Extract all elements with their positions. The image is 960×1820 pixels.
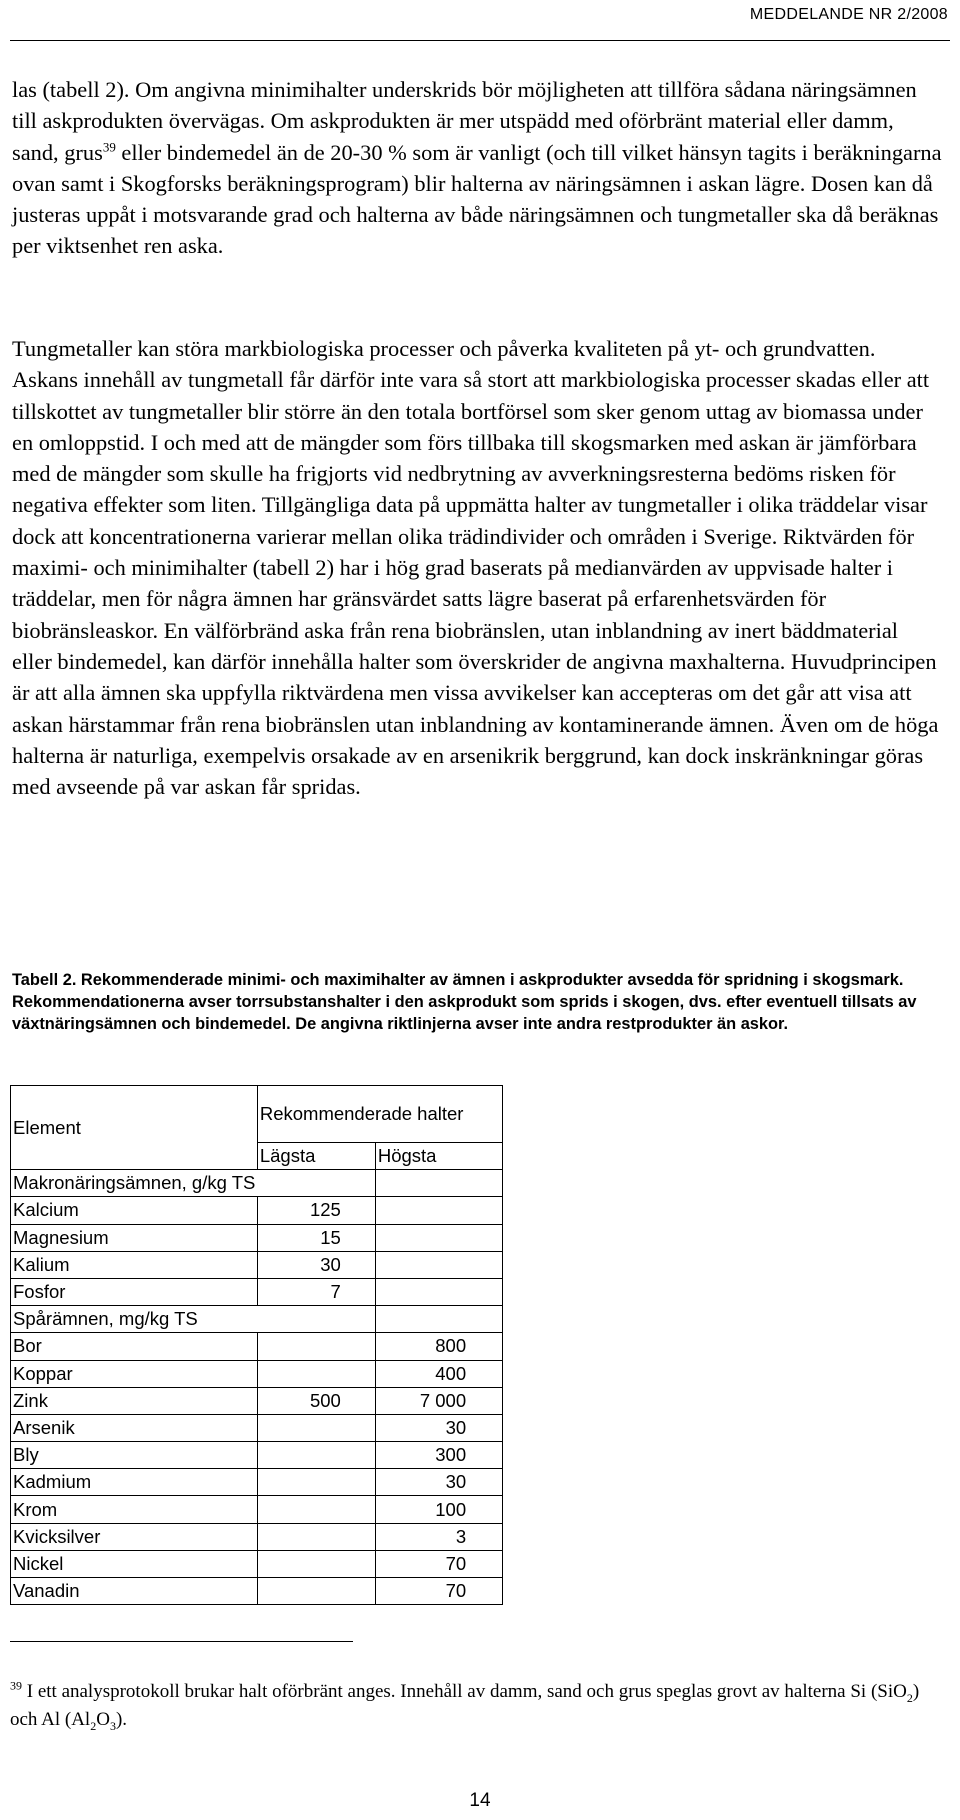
empty-cell — [257, 1170, 375, 1197]
cell-highest: 3 — [375, 1523, 502, 1550]
cell-lowest: 500 — [257, 1387, 375, 1414]
cell-highest — [375, 1197, 502, 1224]
header-recommended-levels: Rekommenderade halter — [257, 1086, 502, 1143]
cell-element: Bor — [11, 1333, 258, 1360]
footnote-number: 39 — [10, 1678, 22, 1693]
cell-element: Vanadin — [11, 1578, 258, 1605]
cell-lowest — [257, 1414, 375, 1441]
cell-highest: 400 — [375, 1360, 502, 1387]
table-row — [11, 1251, 503, 1278]
table-row — [11, 1224, 503, 1251]
cell-element: Bly — [11, 1442, 258, 1469]
cell-element: Kadmium — [11, 1469, 258, 1496]
cell-element: Kalium — [11, 1251, 258, 1278]
page-number: 14 — [469, 1790, 491, 1811]
paragraph-1-text-b: eller bindemedel än de 20-30 % som är vanligt (och till vilket hänsyn tagits i beräkningarna ovan samt i Skogforsks beräkningsprogram) blir halterna av näringsämnen i askan lägre. Dosen kan då justeras uppåt i motsvarande grad och halterna av både näringsämnen och tungmetaller ska då beräknas per viktsenhet ren aska. — [12, 139, 942, 259]
cell-element: Fosfor — [11, 1278, 258, 1305]
footnote-sub-c: 3 — [109, 1718, 116, 1733]
table-row — [11, 1360, 503, 1387]
footnote-rule — [10, 1641, 353, 1642]
cell-highest — [375, 1251, 502, 1278]
cell-lowest — [257, 1578, 375, 1605]
table-row — [11, 1278, 503, 1305]
cell-lowest — [257, 1442, 375, 1469]
cell-highest — [375, 1278, 502, 1305]
header-element: Element — [11, 1086, 258, 1170]
cell-highest: 30 — [375, 1414, 502, 1441]
header-lowest: Lägsta — [257, 1143, 375, 1170]
table-row — [11, 1496, 503, 1523]
cell-lowest — [257, 1360, 375, 1387]
table-row — [11, 1469, 503, 1496]
table-row — [11, 1333, 503, 1360]
table-row — [11, 1442, 503, 1469]
body-paragraph-2: Tungmetaller kan störa markbiologiska processer och påverka kvaliteten på yt- och grundvatten. Askans innehåll av tungmetall får därför inte vara så stort att markbiologiska processer skadas eller att tillskottet av tungmetaller blir större än den totala bortförsel som sker genom uttag av biomassa under en omloppstid. I och med att de mängder som förs tillbaka till skogsmarken med askan är jämförbara med de mängder som skulle ha frigjorts vid nedbrytning av avverkningsresterna bedöms risken för negativa effekter som liten. Tillgängliga data på uppmätta halter av tungmetaller i olika träddelar visar dock att koncentrationerna varierar mellan olika trädindivider och områden i Sverige. Riktvärden för maximi- och minimihalter (tabell 2) har i hög grad baserats på medianvärden av uppvisade halter i träddelar, men för några ämnen har gränsvärdet satts lägre baserat på erfarenhetsvärden för biobränsleaskor. En välförbränd aska från rena biobränslen, utan inblandning av inert bäddmaterial eller bindemedel, kan därför innehålla halter som överskrider de angivna maxhalterna. Huvudprincipen är att alla ämnen ska uppfylla riktvärdena men vissa avvikelser kan accepteras om det går att visa att askan härstammar från rena biobränslen utan inblandning av kontaminerande ämnen. Även om de höga halterna är naturliga, exempelvis orsakade av en arsenikrik berggrund, kan dock inskränkningar göras med avseende på var askan får spridas. — [12, 336, 939, 800]
footnote-text-c: O — [96, 1708, 110, 1730]
cell-lowest — [257, 1496, 375, 1523]
cell-lowest: 30 — [257, 1251, 375, 1278]
cell-highest: 7 000 — [375, 1387, 502, 1414]
cell-lowest — [257, 1333, 375, 1360]
cell-lowest: 7 — [257, 1278, 375, 1305]
cell-highest: 300 — [375, 1442, 502, 1469]
cell-lowest — [257, 1469, 375, 1496]
cell-element: Krom — [11, 1496, 258, 1523]
table-header-row — [11, 1086, 503, 1143]
cell-lowest: 15 — [257, 1224, 375, 1251]
running-header: MEDDELANDE NR 2/2008 — [749, 6, 948, 23]
cell-element: Zink — [11, 1387, 258, 1414]
cell-element: Koppar — [11, 1360, 258, 1387]
cell-highest: 800 — [375, 1333, 502, 1360]
table-row — [11, 1197, 503, 1224]
table-caption: Tabell 2. Rekommenderade minimi- och maximihalter av ämnen i askprodukter avsedda för spridning i skogsmark. Rekommendationerna avser torrsubstanshalter i den askprodukt som sprids i skogen, dvs. efter eventuell tillsats av växtnäringsämnen och bindemedel. De angivna riktlinjerna avser inte andra restprodukter än askor. — [12, 971, 917, 1033]
table-section-row — [11, 1170, 503, 1197]
cell-highest: 100 — [375, 1496, 502, 1523]
cell-element: Magnesium — [11, 1224, 258, 1251]
empty-cell — [375, 1170, 502, 1197]
empty-cell — [375, 1306, 502, 1333]
cell-lowest: 125 — [257, 1197, 375, 1224]
cell-lowest — [257, 1523, 375, 1550]
empty-cell — [257, 1306, 375, 1333]
cell-element: Nickel — [11, 1550, 258, 1577]
footnote-text-b: ) och Al (Al — [10, 1681, 920, 1730]
cell-highest: 30 — [375, 1469, 502, 1496]
footnote-reference-39[interactable]: 39 — [102, 139, 116, 155]
body-paragraph-1 — [12, 74, 942, 262]
cell-highest — [375, 1224, 502, 1251]
footnote-39 — [10, 1678, 945, 1733]
paragraph-1-text-a: las (tabell 2). Om angivna minimihalter underskrids bör möjligheten att tillföra sådana näringsämnen till askprodukten övervägas. Om askprodukten är mer utspädd med oförbränt material eller damm, sand, grus — [12, 77, 917, 165]
cell-element: Arsenik — [11, 1414, 258, 1441]
table-row — [11, 1523, 503, 1550]
table-row — [11, 1414, 503, 1441]
section-label: Makronäringsämnen, g/kg TS — [11, 1170, 258, 1197]
recommended-levels-table — [10, 1085, 503, 1605]
cell-highest: 70 — [375, 1578, 502, 1605]
table-row — [11, 1578, 503, 1605]
section-label: Spårämnen, mg/kg TS — [11, 1306, 258, 1333]
footnote-text-a: I ett analysprotokoll brukar halt oförbränt anges. Innehåll av damm, sand och grus speglas grovt av halterna Si (SiO — [22, 1681, 907, 1702]
header-rule — [10, 40, 950, 41]
footnote-sub-a: 2 — [906, 1690, 913, 1705]
cell-lowest — [257, 1550, 375, 1577]
table-row — [11, 1387, 503, 1414]
table-row — [11, 1550, 503, 1577]
cell-element: Kalcium — [11, 1197, 258, 1224]
cell-element: Kvicksilver — [11, 1523, 258, 1550]
header-highest: Högsta — [375, 1143, 502, 1170]
table-section-row — [11, 1306, 503, 1333]
footnote-sub-b: 2 — [90, 1718, 97, 1733]
cell-highest: 70 — [375, 1550, 502, 1577]
footnote-text-d: ). — [115, 1708, 128, 1730]
